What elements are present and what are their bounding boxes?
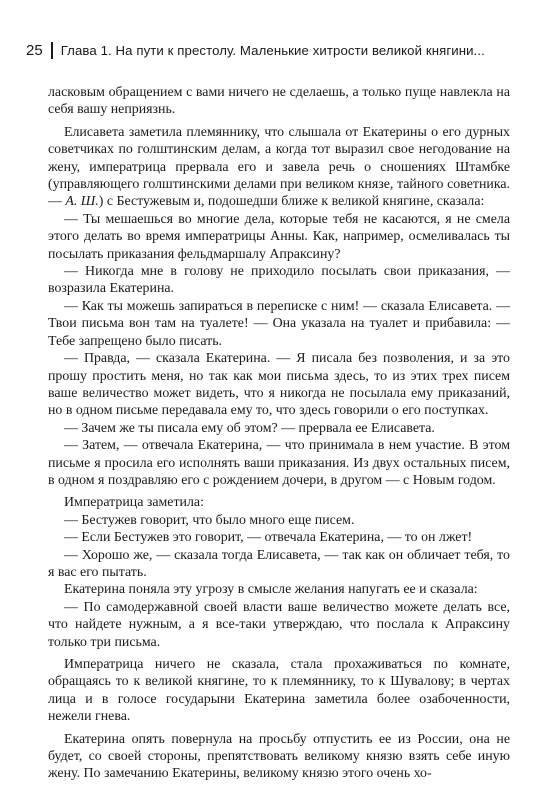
paragraph: ласковым обращением с вами ничего не сделаешь, а только пуще навлекла на себя вашу неприязнь. [48, 85, 510, 118]
paragraph: — Если Бестужев это говорит, — отвечала Екатерина, — то он лжет! [64, 530, 473, 546]
paragraph: — Бестужев говорит, что было много еще писем. [64, 512, 355, 528]
paragraph: — Никогда мне в голову не приходило посылать свои приказания, — возразила Екатерина. [48, 264, 510, 297]
paragraph: Екатерина поняла эту угрозу в смысле желания напугать ее и сказала: [64, 582, 478, 598]
running-title: Глава 1. На пути к престолу. Маленькие хитрости великой княгини... [60, 43, 485, 58]
paragraph-text: Елисавета заметила племяннику, что слышала от Екатерины о его дурных советчиках по голштинским делам, а когда тот выразил свое негодование на жену, императрица прервала его и завела речь о сношениях Штамбке (управляющего голштинскими делами при великом князе, тайного советника. — [48, 124, 510, 210]
paragraph: — Ты мешаешься во многие дела, которые тебя не касаются, я не смела этого делать во время императрицы Анны. Как, например, осмеливалась ты посылать приказания фельдмаршалу Апраксину? [48, 211, 510, 262]
paragraph: — Хорошо же, — сказала тогда Елисавета, — так как он обличает тебя, то я вас его пытать. [48, 547, 510, 580]
paragraph [48, 124, 510, 211]
page-number: 25 [26, 42, 43, 59]
page-body [48, 84, 510, 783]
paragraph: Екатерина опять повернула на просьбу отпустить ее из России, она не будет, со своей стороны, препятствовать великому князю взять себе иную жену. По замечанию Екатерины, великому князю этого очень хо- [48, 731, 510, 782]
paragraph: Императрица ничего не сказала, стала прохаживаться по комнате, обращаясь то к великой княгине, то к племяннику, то к Шувалову; в чертах лица и в голосе государыни Екатерина заметила более озабоченности, нежели гнева. [48, 657, 510, 725]
paragraph-text: ) с Бестужевым и, подошедши ближе к великой княгине, сказала: [98, 194, 485, 210]
paragraph: — По самодержавной своей власти ваше величество можете делать все, что найдете нужным, а я все-таки утверждаю, что послала к Апраксину только три письма. [48, 599, 510, 650]
header-separator [51, 42, 53, 59]
paragraph: — Зачем же ты писала ему об этом? — прервала ее Елисавета. [64, 420, 435, 436]
paragraph: — Как ты можешь запираться в переписке с ним! — сказала Елисавета. — Твои письма вон там на туалете! — Она указала на туалет и прибавила: — Тебе запрещено было писать. [48, 298, 510, 349]
paragraph: — Затем, — отвечала Екатерина, — что принимала в нем участие. В этом письме я просила его исполнять ваши приказания. Из двух остальных писем, в одном я поздравляю его с рождением дочери, в другом — с Новым годом. [48, 438, 510, 488]
paragraph: Императрица заметила: [64, 495, 204, 511]
page-header [26, 42, 520, 59]
paragraph: — Правда, — сказала Екатерина. — Я писала без позволения, и за это прошу простить меня, но так как мои письма здесь, то из этих трех писем ваше величество может видеть, что я никогда не посылала ему приказаний, но в одном письме передавала ему то, что здесь говорили о его поступках. [48, 351, 510, 419]
author-initials: А. Ш. [65, 194, 99, 210]
